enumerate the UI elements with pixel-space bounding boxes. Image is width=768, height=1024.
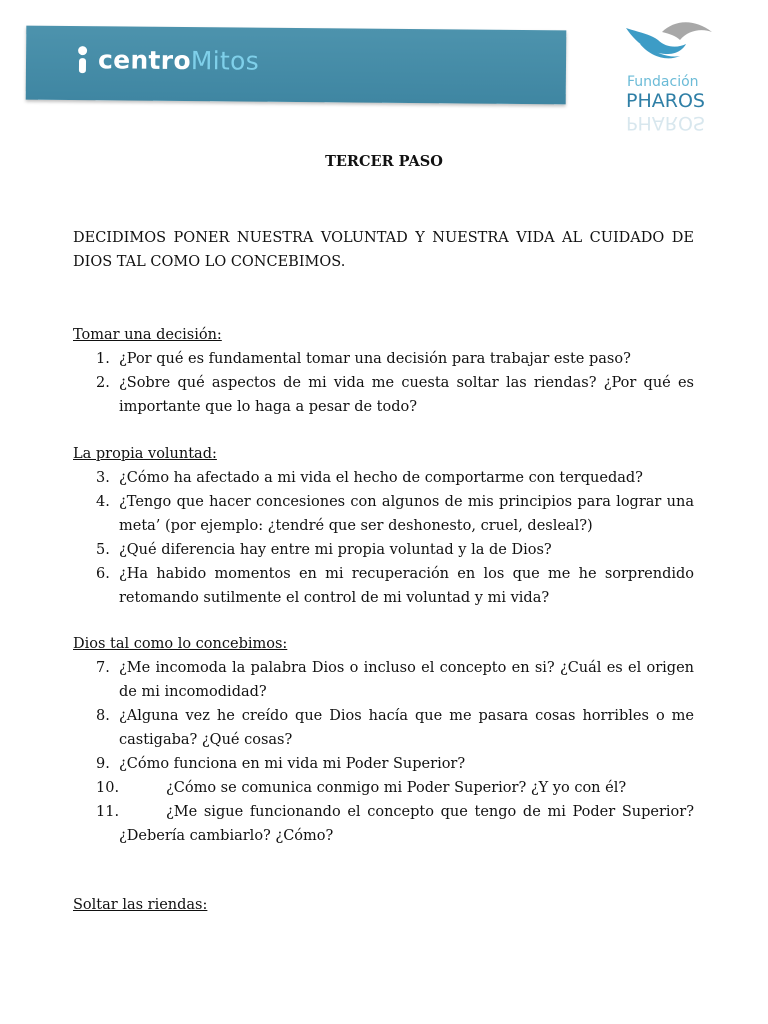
centromitos-logo xyxy=(76,45,259,76)
list-item: 4. ¿Tengo que hacer concesiones con algunos de mis principios para lograr una meta’ (por ejemplo: ¿tendré que ser deshonesto, cruel, desleal?) xyxy=(96,494,694,534)
fundacion-pharos-logo xyxy=(618,18,728,138)
logo-text-main: centro xyxy=(97,45,191,76)
question-list xyxy=(73,347,694,419)
partner-line2: PHAROS xyxy=(626,90,705,112)
lead-paragraph: DECIDIMOS PONER NUESTRA VOLUNTAD Y NUESTRA VIDA AL CUIDADO DE DIOS TAL COMO LO CONCEBIMOS. xyxy=(73,230,694,270)
section-heading: Dios tal como lo concebimos: xyxy=(73,636,288,652)
list-item: 2. ¿Sobre qué aspectos de mi vida me cuesta soltar las riendas? ¿Por qué es importante que lo haga a pesar de todo? xyxy=(96,375,694,415)
centromitos-banner xyxy=(26,26,567,105)
section-tomar-decision xyxy=(73,323,694,419)
partner-line1: Fundación xyxy=(627,74,699,90)
section-heading: Soltar las riendas: xyxy=(73,897,208,913)
question-list xyxy=(73,466,694,610)
person-icon xyxy=(76,46,90,74)
list-item: 11. ¿Me sigue funcionando el concepto que tengo de mi Poder Superior? ¿Debería cambiarlo? ¿Cómo? xyxy=(96,804,694,844)
document-title: TERCER PASO xyxy=(325,153,443,170)
list-item: 6. ¿Ha habido momentos en mi recuperación en los que me he sorprendido retomando sutilmente el control de mi voluntad y mi vida? xyxy=(96,566,694,606)
hands-icon xyxy=(622,18,714,66)
section-heading: La propia voluntad: xyxy=(73,446,217,462)
partner-reflection: PHAROS xyxy=(626,112,705,134)
logo-text-accent: Mitos xyxy=(190,46,260,76)
list-item: 3. ¿Cómo ha afectado a mi vida el hecho de comportarme con terquedad? xyxy=(96,470,643,486)
list-item: 10. ¿Cómo se comunica conmigo mi Poder Superior? ¿Y yo con él? xyxy=(96,780,627,796)
section-propia-voluntad xyxy=(73,442,694,610)
list-item: 9. ¿Cómo funciona en mi vida mi Poder Superior? xyxy=(96,756,466,772)
section-soltar-riendas xyxy=(73,893,694,917)
section-heading: Tomar una decisión: xyxy=(73,327,222,343)
question-list xyxy=(73,656,694,848)
list-item: 8. ¿Alguna vez he creído que Dios hacía que me pasara cosas horribles o me castigaba? ¿Qué cosas? xyxy=(96,708,694,748)
list-item: 1. ¿Por qué es fundamental tomar una decisión para trabajar este paso? xyxy=(96,351,631,367)
list-item: 7. ¿Me incomoda la palabra Dios o incluso el concepto en si? ¿Cuál es el origen de mi incomodidad? xyxy=(96,660,694,700)
section-dios-concebimos xyxy=(73,632,694,848)
list-item: 5. ¿Qué diferencia hay entre mi propia voluntad y la de Dios? xyxy=(96,542,552,558)
